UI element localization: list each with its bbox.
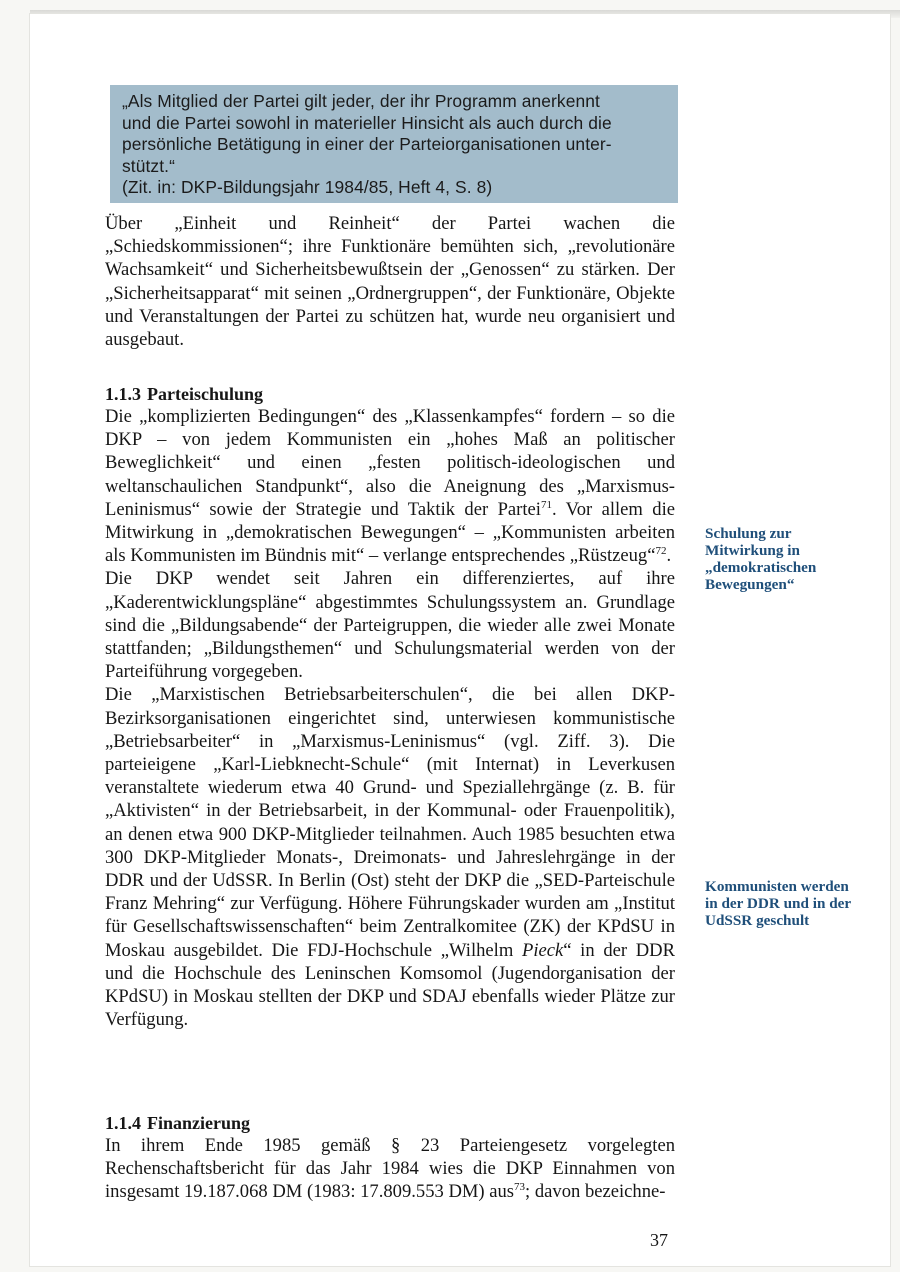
section-113 [105,383,675,1031]
paragraph: Die DKP wendet seit Jahren ein differenziertes, auf ihre „Kaderentwicklungspläne“ abgestimmtes Schulungssystem an. Grundlage sind die „Bildungsabende“ der Parteigruppen, die wieder alle zwei Monate stattfanden; „Bildungsthemen“ und Schulungsmaterial werden von der Parteiführung vorgegeben. [105,568,675,683]
paragraph [105,683,675,1031]
section-number: 1.1.3 [105,384,141,404]
page-number: 37 [650,1230,668,1250]
intro-paragraph-block [105,212,675,351]
section-title: Parteischulung [147,384,264,404]
section-title: Finanzierung [147,1113,251,1133]
footnote-ref: 72 [655,545,667,558]
text-run: Die „komplizierten Bedingungen“ des „Klassenkampfes“ fordern – so die DKP – von jedem Kommunisten ein „hohes Maß an politischer Beweglichkeit“ und einen „festen politisch-ideologischen und weltanschaulichen Standpunkt“, also die Aneignung des „Marxismus-Leninismus“ sowie der Strategie und Taktik der Partei [105,406,675,520]
section-114-heading [105,1112,675,1134]
paragraph [105,1134,675,1204]
quote-line: und die Partei sowohl in materieller Hinsicht als auch durch die [122,112,612,133]
margin-note-schulung: Schulung zur Mitwirkung in „demokratischen Bewegungen“ [705,525,817,593]
quote-line: „Als Mitglied der Partei gilt jeder, der ihr Programm anerkennt [122,91,600,111]
italic-name: Pieck [521,939,564,961]
intro-paragraph: Über „Einheit und Reinheit“ der Partei wachen die „Schiedskommissionen“; ihre Funktionäre bemühten sich, „revolutionäre Wachsamkeit“ und Sicherheitsbewußtsein der „Genossen“ zu stärken. Der „Sicherheitsapparat“ mit seinen „Ordnergruppen“, der Funktionäre, Objekte und Veranstaltungen der Partei zu schützen hat, wurde neu organisiert und ausgebaut. [105,213,675,351]
quote-source: (Zit. in: DKP-Bildungsjahr 1984/85, Heft 4, S. 8) [122,177,493,197]
section-114 [105,1112,675,1204]
quote-box [110,85,678,203]
section-113-heading [105,383,675,405]
text-run: In ihrem Ende 1985 gemäß § 23 Parteiengesetz vorgelegten Rechenschaftsbericht für das Jahr 1984 wies die DKP Einnahmen von insgesamt 19.187.068 DM (1983: 17.809.553 DM) aus [105,1135,675,1203]
paragraph [105,405,675,567]
margin-note-kommunisten: Kommunisten werden in der DDR und in der UdSSR geschult [705,878,851,929]
text-run: . Vor allem die Mitwirkung in „demokratischen Bewegungen“ – „Kommunisten arbeiten als Kommunisten im Bündnis mit“ – verlange entsprechendes „Rüstzeug“ [105,498,676,567]
text-run: . [666,545,672,567]
text-run: ; davon bezeichne- [525,1181,666,1203]
text-run: “ in der DDR und die Hochschule des Leninschen Komsomol (Jugendorganisation der KPdSU) in Moskau stellten der DKP und SDAJ ebenfalls wieder Plätze zur Verfügung. [105,939,675,1031]
footnote-ref: 73 [514,1181,526,1194]
section-number: 1.1.4 [105,1113,141,1133]
text-run: Die „Marxistischen Betriebsarbeiterschulen“, die bei allen DKP-Bezirksorganisationen eingerichtet sind, unterwiesen kommunistische „Betriebsarbeiter“ in „Marxismus-Leninismus“ (vgl. Ziff. 3). Die parteieigene „Karl-Liebknecht-Schule“ (mit Internat) in Leverkusen veranstaltete wiederum etwa 40 Grund- und Speziallehrgänge (z. B. für „Aktivisten“ in der Betriebsarbeit, in der Kommunal- oder Frauenpolitik), an denen etwa 900 DKP-Mitglieder teilnahmen. Auch 1985 besuchten etwa 300 DKP-Mitglieder Monats-, Dreimonats- und Jahreslehrgänge in der DDR und der UdSSR. In Berlin (Ost) steht der DKP die „SED-Parteischule Franz Mehring“ zur Verfügung. Höhere Führungskader wurden am „Institut für Gesellschaftswissenschaften“ beim Zentralkomitee (ZK) der KPdSU in Moskau ausgebildet. Die FDJ-Hochschule „Wilhelm [105,684,675,961]
footnote-ref: 71 [540,498,552,511]
quote-line: stützt.“ [122,155,175,176]
quote-line: persönliche Betätigung in einer der Parteiorganisationen unter- [122,134,612,154]
